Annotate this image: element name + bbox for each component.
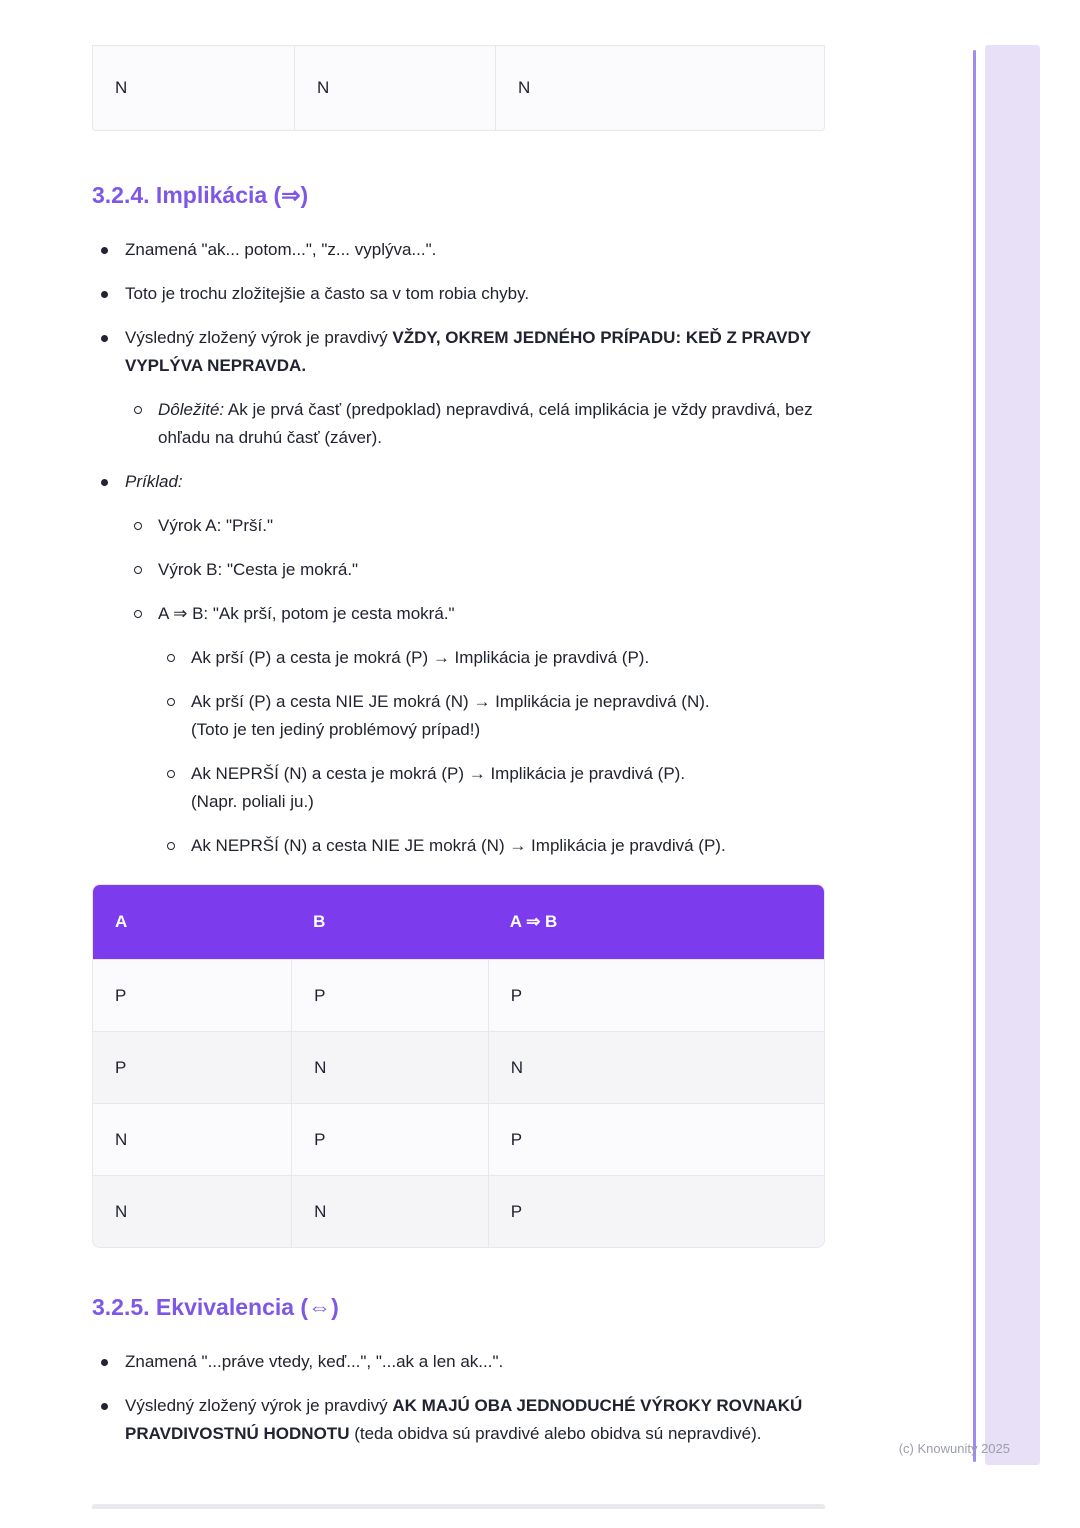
text-run: Výsledný zložený výrok je pravdivý [125,328,393,347]
table-row [93,1175,824,1247]
list-item [158,688,825,744]
list-item: Toto je trochu zložitejšie a často sa v tom robia chyby. [92,280,825,308]
nested-list [125,512,825,860]
document-content [92,0,825,1448]
text-run-bold: VŽDY, OKREM JEDNÉHO PRÍPADU: KEĎ Z PRAVDY VYPLÝVA NEPRAVDA [125,328,811,375]
table-cell: P [291,959,488,1031]
watermark: (c) Knowunity 2025 [898,1441,1010,1456]
table-cell: P [488,1103,824,1175]
previous-truth-table-partial [92,45,825,131]
table-cell: N [488,1031,824,1103]
section-heading-equivalence: 3.2.5. Ekvivalencia (⇔) [92,1294,339,1320]
column-header-a-implies-b: A ⇒ B [488,885,824,959]
list-item [92,1392,825,1448]
list-item: Výrok B: "Cesta je mokrá." [125,556,825,584]
side-panel [985,45,1040,1465]
table-cell: P [93,1031,291,1103]
text-run: Výsledný zložený výrok je pravdivý [125,1396,393,1415]
column-header-b: B [291,885,488,959]
text-run: Ak je prvá časť (predpoklad) nepravdivá, celá implikácia je vždy pravdivá, bez ohľadu na druhú časť (záver). [158,400,813,447]
list-item [158,760,825,816]
list-item: Znamená "...práve vtedy, keď...", "...ak a len ak...". [92,1348,825,1376]
list-item: Výrok A: "Prší." [125,512,825,540]
text-run: A ⇒ B: "Ak prší, potom je cesta mokrá." [158,604,455,623]
table-row [93,1103,824,1175]
list-item [125,396,825,452]
text-run-italic: Dôležité: [158,400,225,419]
table-cell: N [495,46,824,130]
table-cell: N [115,78,128,97]
nested-list [125,396,825,452]
text-run: Ak prší (P) a cesta NIE JE mokrá (N) → Implikácia je nepravdivá (N). [191,692,710,711]
table-cell: P [488,1175,824,1247]
implication-truth-table [92,884,825,1248]
table-cell: N [291,1175,488,1247]
table-cell: P [291,1103,488,1175]
text-run: Ak NEPRŠÍ (N) a cesta je mokrá (P) → Implikácia je pravdivá (P). [191,764,686,783]
table-header-row [93,885,824,959]
list-item [125,600,825,860]
implication-bullet-list [92,236,825,860]
equivalence-bullet-list [92,1348,825,1448]
list-item: Ak prší (P) a cesta je mokrá (P) → Implikácia je pravdivá (P). [158,644,825,672]
list-item [92,468,825,860]
text-run-bold: . [301,356,307,375]
table-row [93,1031,824,1103]
list-item: Znamená "ak... potom...", "z... vyplýva...". [92,236,825,264]
table-cell: N [93,1103,291,1175]
page-edge-rule [973,50,976,1462]
table-row [93,959,824,1031]
list-item: Ak NEPRŠÍ (N) a cesta NIE JE mokrá (N) → Implikácia je pravdivá (P). [158,832,825,860]
text-run-bold: AK MAJÚ OBA JEDNODUCHÉ VÝROKY ROVNAKÚ PRAVDIVOSTNÚ HODNOTU [125,1396,803,1443]
nested-list [158,644,825,860]
table-cell: N [291,1031,488,1103]
text-run: (Napr. poliali ju.) [191,792,314,811]
table-cell: P [93,959,291,1031]
text-run-italic: Príklad: [125,472,183,491]
text-run: (Toto je ten jediný problémový prípad!) [191,720,481,739]
next-table-top-edge [92,1504,825,1509]
table-cell: P [488,959,824,1031]
column-header-a: A [93,885,291,959]
list-item [92,324,825,452]
section-heading-implication: 3.2.4. Implikácia (⇒) [92,182,309,208]
text-run: (teda obidva sú pravdivé alebo obidva sú nepravdivé). [349,1424,762,1443]
table-cell: N [93,1175,291,1247]
table-cell: N [294,46,495,130]
